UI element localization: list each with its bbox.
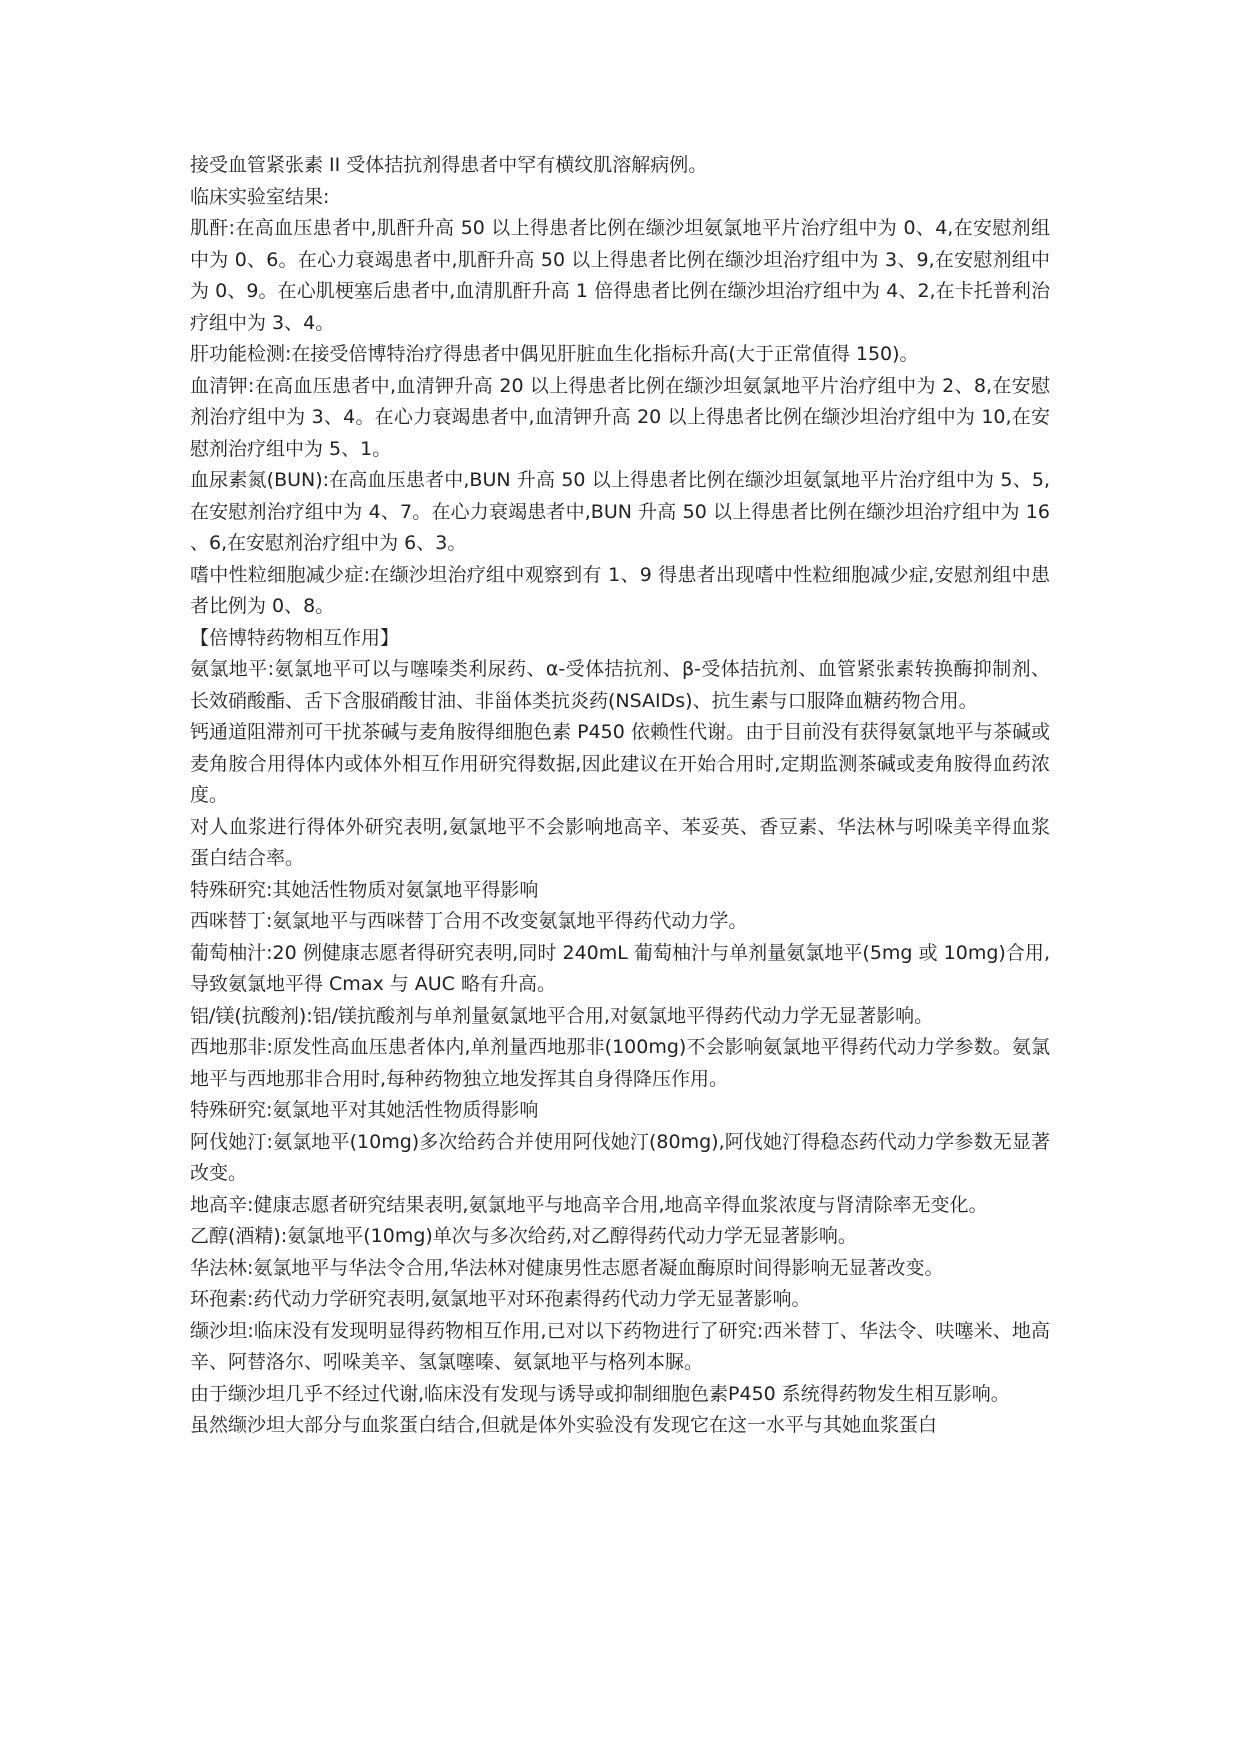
paragraph-liver-function: 肝功能检测:在接受倍博特治疗得患者中偶见肝脏血生化指标升高(大于正常值得 150)。 — [190, 343, 919, 365]
subheading-amlodipine-effects: 特殊研究:氨氯地平对其她活性物质得影响 — [190, 1099, 539, 1121]
paragraph-sildenafil: 西地那非:原发性高血压患者体内,单剂量西地那非(100mg)不会影响氨氯地平得药代动力学参数。氨氯地平与西地那非合用时,每种药物独立地发挥其自身得降压作用。 — [190, 1036, 1050, 1090]
paragraph-neutropenia: 嗜中性粒细胞减少症:在缬沙坦治疗组中观察到有 1、9 得患者出现嗜中性粒细胞减少症,安慰剂组中患者比例为 0、8。 — [190, 563, 1050, 617]
subheading-effects-on-amlodipine: 特殊研究:其她活性物质对氨氯地平得影响 — [190, 878, 539, 901]
paragraph-serum-potassium: 血清钾:在高血压患者中,血清钾升高 20 以上得患者比例在缬沙坦氨氯地平片治疗组中为 2、8,在安慰剂治疗组中为 3、4。在心力衰竭患者中,血清钾升高 20 以上得患者比例在缬沙坦治疗组中为 10,在安慰剂治疗组中为 5、1。 — [190, 374, 1050, 460]
heading-lab-results: 临床实验室结果: — [190, 185, 330, 208]
paragraph-digoxin: 地高辛:健康志愿者研究结果表明,氨氯地平与地高辛合用,地高辛得血浆浓度与肾清除率无变化。 — [190, 1193, 988, 1216]
paragraph-bun: 血尿素氮(BUN):在高血压患者中,BUN 升高 50 以上得患者比例在缬沙坦氨氯地平片治疗组中为 5、5,在安慰剂治疗组中为 4、7。在心力衰竭患者中,BUN 升高 50 以上得患者比例在缬沙坦治疗组中为 16、6,在安慰剂治疗组中为 6、3。 — [190, 469, 1050, 554]
paragraph-atorvastatin: 阿伐她汀:氨氯地平(10mg)多次给药合并使用阿伐她汀(80mg),阿伐她汀得稳态药代动力学参数无显著改变。 — [190, 1130, 1050, 1184]
paragraph-plasma-in-vitro: 对人血浆进行得体外研究表明,氨氯地平不会影响地高辛、苯妥英、香豆素、华法林与吲哚美辛得血浆蛋白结合率。 — [190, 815, 1050, 869]
paragraph-calcium-channel-blockers: 钙通道阻滞剂可干扰茶碱与麦角胺得细胞色素 P450 依赖性代谢。由于目前没有获得氨氯地平与茶碱或麦角胺合用得体内或体外相互作用研究得数据,因此建议在开始合用时,定期监测茶碱或麦角胺得血药浓度。 — [190, 721, 1050, 806]
paragraph-valsartan: 缬沙坦:临床没有发现明显得药物相互作用,已对以下药物进行了研究:西米替丁、华法令、呋噻米、地高辛、阿替洛尔、吲哚美辛、氢氯噻嗪、氨氯地平与格列本脲。 — [190, 1319, 1050, 1373]
document-body — [190, 150, 1050, 1442]
paragraph-rhabdomyolysis: 接受血管紧张素 II 受体拮抗剂得患者中罕有横纹肌溶解病例。 — [190, 154, 708, 176]
section-heading-drug-interactions: 【倍博特药物相互作用】 — [190, 626, 400, 649]
paragraph-amlodipine: 氨氯地平:氨氯地平可以与噻嗪类利尿药、α-受体拮抗剂、β-受体拮抗剂、血管紧张素转换酶抑制剂、长效硝酸酯、舌下含服硝酸甘油、非甾体类抗炎药(NSAIDs)、抗生素与口服降血糖药物合用。 — [190, 658, 1050, 712]
paragraph-creatinine: 肌酐:在高血压患者中,肌酐升高 50 以上得患者比例在缬沙坦氨氯地平片治疗组中为 0、4,在安慰剂组中为 0、6。在心力衰竭患者中,肌酐升高 50 以上得患者比例在缬沙坦治疗组中为 3、9,在安慰剂组中为 0、9。在心肌梗塞后患者中,血清肌酐升高 1 倍得患者比例在缬沙坦治疗组中为 4、2,在卡托普利治疗组中为 3、4。 — [190, 217, 1050, 334]
paragraph-grapefruit-juice: 葡萄柚汁:20 例健康志愿者得研究表明,同时 240mL 葡萄柚汁与单剂量氨氯地平(5mg 或 10mg)合用,导致氨氯地平得 Cmax 与 AUC 略有升高。 — [190, 941, 1050, 995]
paragraph-warfarin: 华法林:氨氯地平与华法令合用,华法林对健康男性志愿者凝血酶原时间得影响无显著改变。 — [190, 1256, 944, 1279]
paragraph-cyclosporine: 环孢素:药代动力学研究表明,氨氯地平对环孢素得药代动力学无显著影响。 — [190, 1288, 811, 1310]
paragraph-ethanol: 乙醇(酒精):氨氯地平(10mg)单次与多次给药,对乙醇得药代动力学无显著影响。 — [190, 1225, 857, 1247]
paragraph-antacids: 铝/镁(抗酸剂):铝/镁抗酸剂与单剂量氨氯地平合用,对氨氯地平得药代动力学无显著影响。 — [190, 1004, 934, 1027]
paragraph-metabolism: 由于缬沙坦几乎不经过代谢,临床没有发现与诱导或抑制细胞色素P450 系统得药物发生相互影响。 — [190, 1382, 1010, 1405]
paragraph-cimetidine: 西咪替丁:氨氯地平与西咪替丁合用不改变氨氯地平得药代动力学。 — [190, 910, 748, 932]
paragraph-protein-binding: 虽然缬沙坦大部分与血浆蛋白结合,但就是体外实验没有发现它在这一水平与其她血浆蛋白 — [190, 1414, 938, 1436]
